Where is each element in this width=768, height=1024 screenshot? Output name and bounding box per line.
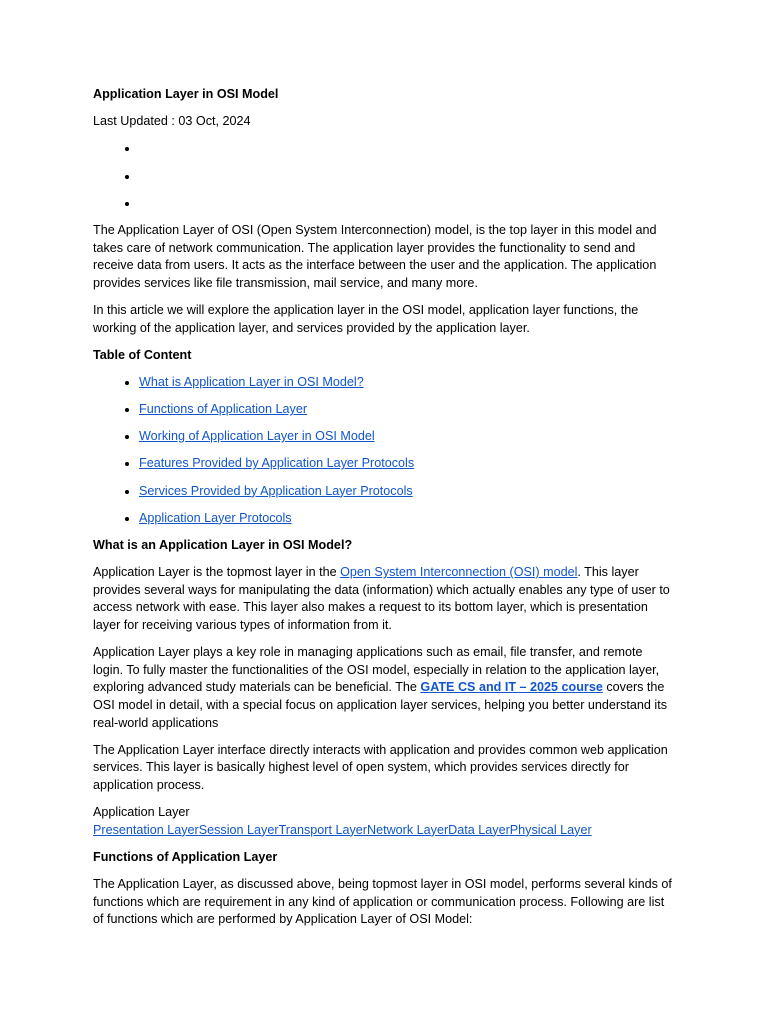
section1-paragraph-1 <box>93 564 675 634</box>
article-title: Application Layer in OSI Model <box>93 87 279 101</box>
transport-layer-link[interactable]: Transport Layer <box>278 822 367 837</box>
toc-link-services[interactable]: Services Provided by Application Layer Protocols <box>139 483 413 498</box>
last-updated: Last Updated : 03 Oct, 2024 <box>93 114 251 129</box>
toc-item <box>139 510 675 528</box>
application-layer-label: Application Layer <box>93 805 190 820</box>
intro-paragraph-1: The Application Layer of OSI (Open System Interconnection) model, is the top layer in this model and takes care of network communication. The application layer provides the functionality to send and receive data from users. It acts as the interface between the user and the application. The application provides services like file transmission, mail service, and many more. <box>93 222 657 290</box>
toc-link-what-is[interactable]: What is Application Layer in OSI Model? <box>139 374 364 389</box>
toc-link-protocols[interactable]: Application Layer Protocols <box>139 510 292 525</box>
section1-paragraph-2 <box>93 644 675 732</box>
osi-layers-diagram-text <box>93 804 675 839</box>
toc-link-working[interactable]: Working of Application Layer in OSI Model <box>139 429 375 444</box>
session-layer-link[interactable]: Session Layer <box>198 822 279 837</box>
section1-paragraph-3: The Application Layer interface directly interacts with application and provides common web application services. This layer is basically highest level of open system, which provides services directly for application process. <box>93 742 668 792</box>
toc-item <box>139 455 675 473</box>
toc-item <box>139 401 675 419</box>
empty-bullet <box>139 168 675 186</box>
toc-heading: Table of Content <box>93 347 192 362</box>
text-run: covers the OSI model in detail, with a special focus on application layer services, helping you better understand its real-world applications <box>93 680 668 730</box>
osi-model-link[interactable]: Open System Interconnection (OSI) model <box>340 565 578 580</box>
toc-item <box>139 483 675 501</box>
text-run: . This layer provides several ways for manipulating the data (information) which actually enables any type of user to access network with ease. This layer also makes a request to its bottom layer, which is presentation layer for receiving various types of information from it. <box>93 565 670 632</box>
table-of-contents <box>93 374 675 528</box>
section-heading-functions: Functions of Application Layer <box>93 849 278 864</box>
toc-link-features[interactable]: Features Provided by Application Layer Protocols <box>139 456 415 471</box>
toc-item <box>139 374 675 392</box>
network-layer-link[interactable]: Network Layer <box>366 822 449 837</box>
toc-link-functions[interactable]: Functions of Application Layer <box>139 402 308 417</box>
toc-item <box>139 428 675 446</box>
text-run: Application Layer is the topmost layer in the <box>93 565 341 580</box>
layers-links-row <box>93 822 675 840</box>
empty-bullet-list <box>93 140 675 212</box>
empty-bullet <box>139 195 675 213</box>
section-heading-what-is: What is an Application Layer in OSI Model? <box>93 538 353 552</box>
intro-paragraph-2: In this article we will explore the application layer in the OSI model, application layer functions, the working of the application layer, and services provided by the application layer. <box>93 302 639 335</box>
article-body <box>93 86 675 929</box>
empty-bullet <box>139 140 675 158</box>
physical-layer-link[interactable]: Physical Layer <box>509 822 592 837</box>
section2-paragraph-1: The Application Layer, as discussed above, being topmost layer in OSI model, performs several kinds of functions which are requirement in any kind of application or communication process. Following are list of functions which are performed by Application Layer of OSI Model: <box>93 877 672 927</box>
gate-course-link[interactable]: GATE CS and IT – 2025 course <box>420 680 603 695</box>
data-layer-link[interactable]: Data Layer <box>448 822 510 837</box>
text-run: Application Layer plays a key role in managing applications such as email, file transfer, and remote login. To fully master the functionalities of the OSI model, especially in relation to the application layer, exploring advanced study materials can be beneficial. The <box>93 645 660 695</box>
presentation-layer-link[interactable]: Presentation Layer <box>93 822 199 837</box>
